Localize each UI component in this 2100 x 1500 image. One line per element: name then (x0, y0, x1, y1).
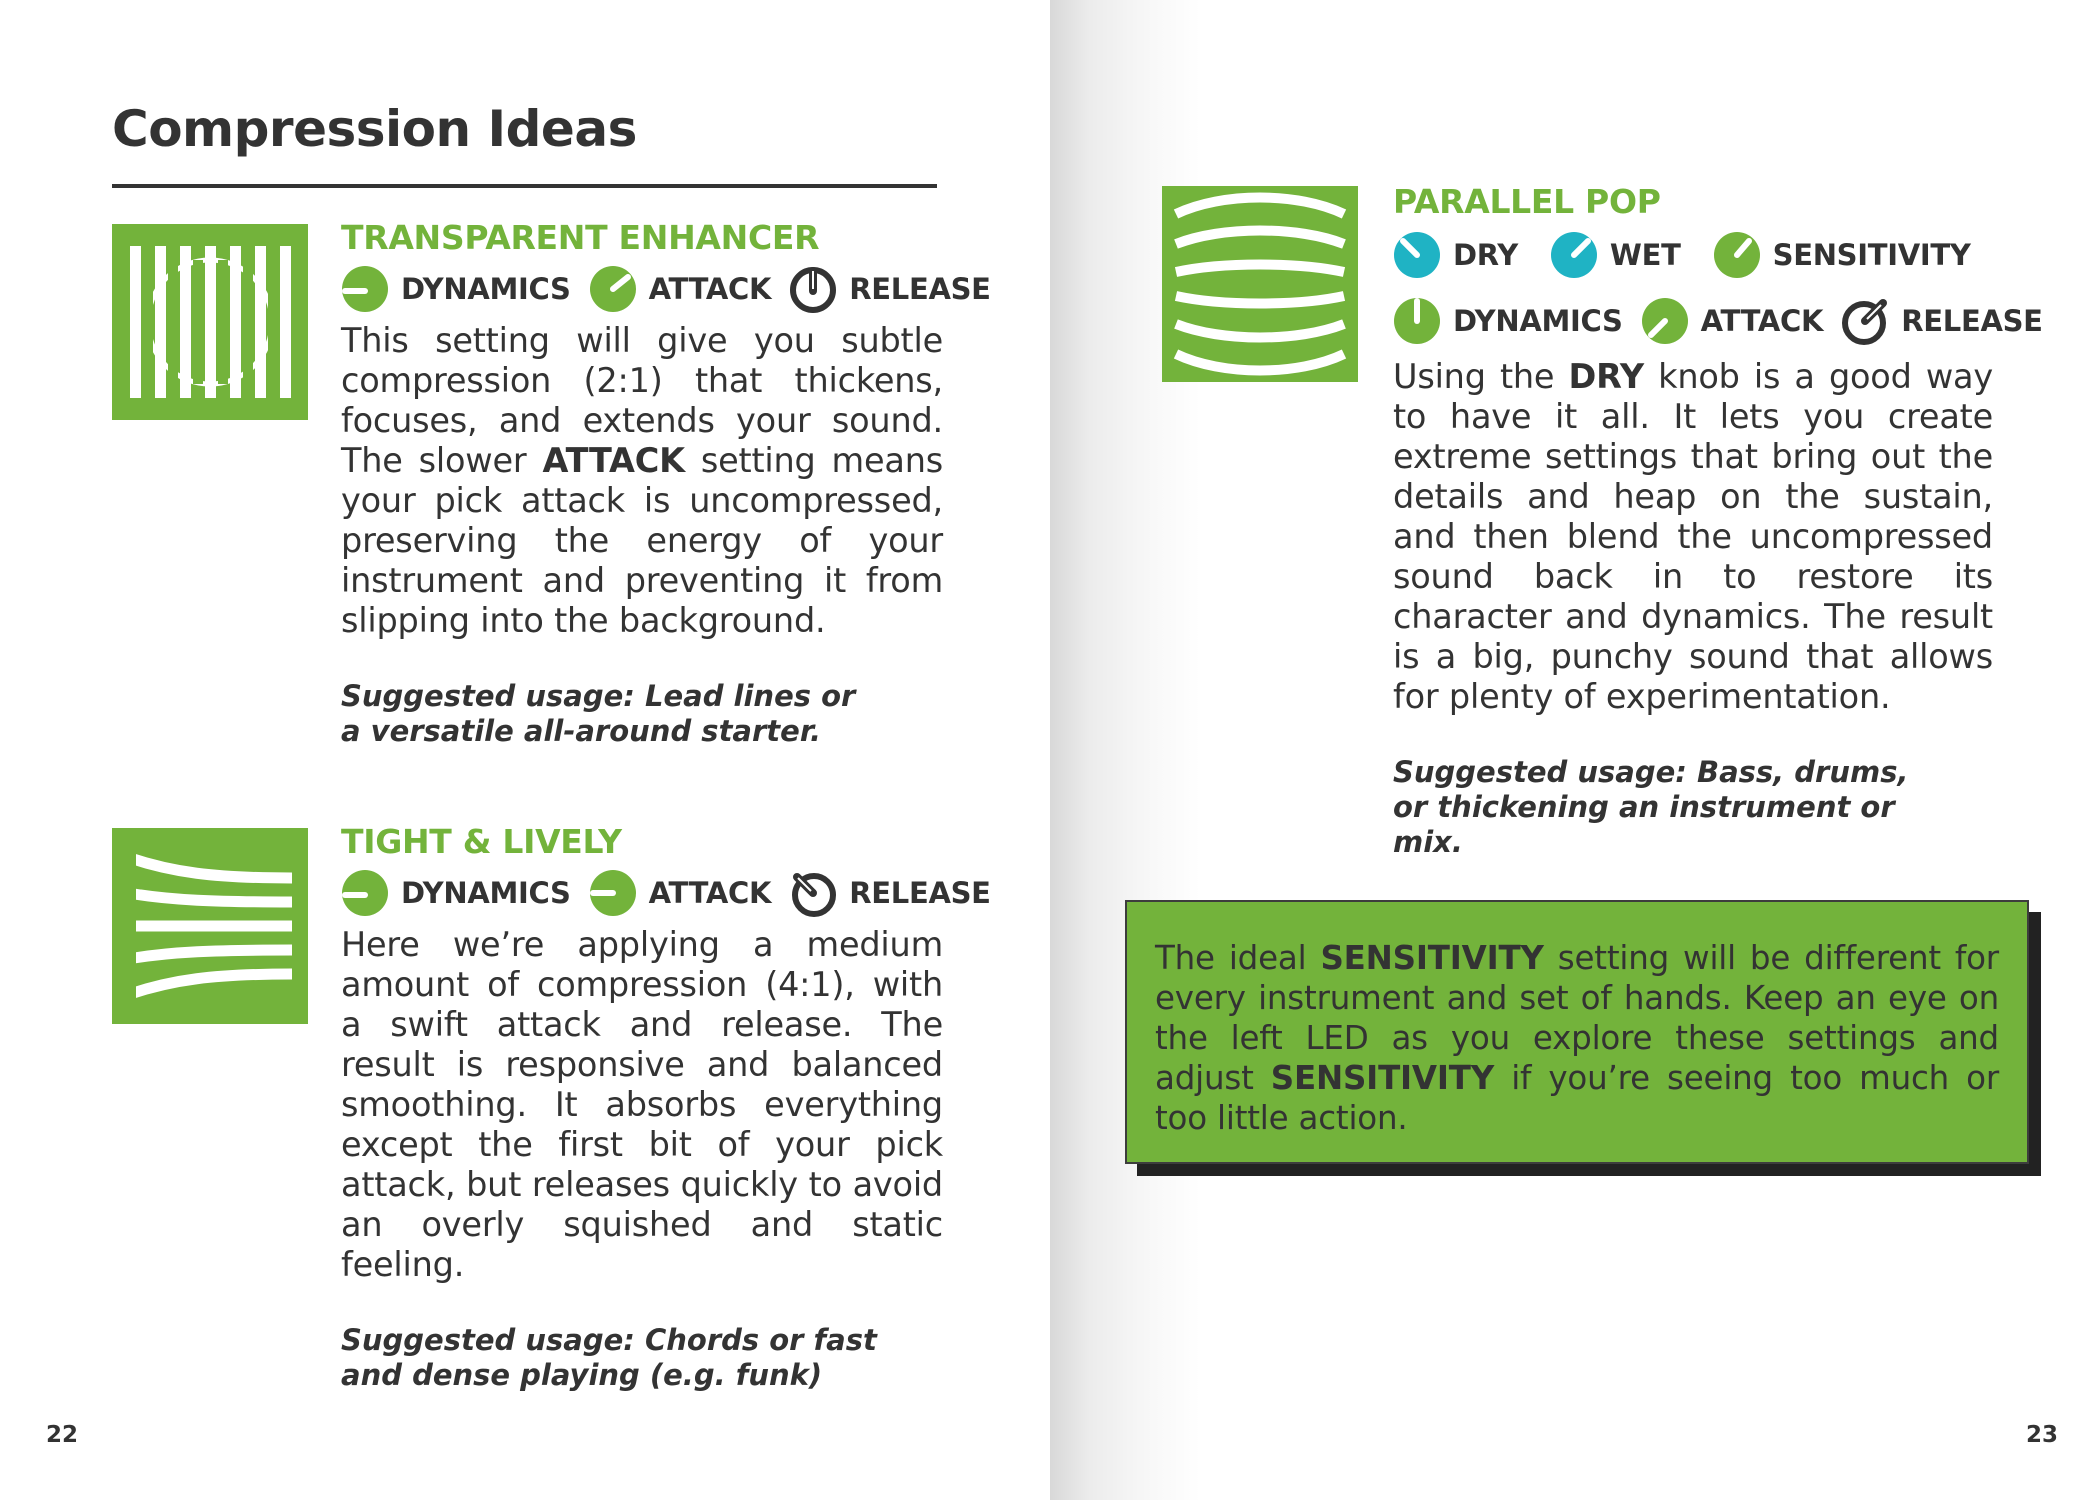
section-parallel-pop (1393, 182, 2043, 860)
suggested-usage: Suggested usage: Chords or fast and dense playing (e.g. funk) (341, 1323, 877, 1392)
section-body: This setting will give you subtle compression (2:1) that thickens, focuses, and extends your sound. The slower ATTACK setting means your pick attack is uncompressed, preserving the energy of your instrument and preventing it from slipping into the background. (341, 321, 943, 640)
suggested-usage: Suggested usage: Bass, drums, or thickening an instrument or mix. (1393, 755, 1909, 859)
section-title: TIGHT & LIVELY (341, 822, 622, 861)
sensitivity-callout (1125, 900, 2029, 1164)
knob-label: DRY (1453, 238, 1518, 272)
tight-and-lively-icon (112, 828, 308, 1024)
section-tight-and-lively (341, 822, 991, 1393)
knob-label: DYNAMICS (401, 876, 571, 910)
knob-icon (341, 869, 389, 917)
section-transparent-enhancer (341, 218, 991, 749)
knob-settings-row (1393, 293, 2043, 349)
knob-setting (1841, 297, 2042, 345)
knob-label: WET (1609, 238, 1681, 272)
section-title: TRANSPARENT ENHANCER (341, 218, 820, 257)
knob-icon (789, 869, 837, 917)
knob-setting (789, 869, 990, 917)
knob-setting (789, 265, 990, 313)
callout-text: The ideal SENSITIVITY setting will be different for every instrument and set of hands. Keep an eye on the left LED as you explore these settings and adjust SENSITIVITY if you’re seeing too much or too little action. (1155, 939, 1999, 1137)
section-title: PARALLEL POP (1393, 182, 1661, 221)
knob-label: SENSITIVITY (1772, 238, 1971, 272)
knob-label: ATTACK (1700, 304, 1824, 338)
page-number: 23 (2026, 1422, 2059, 1448)
knob-setting (1641, 297, 1824, 345)
knob-icon (1713, 231, 1761, 279)
transparent-enhancer-icon (112, 224, 308, 420)
suggested-usage: Suggested usage: Lead lines or a versatile all-around starter. (341, 679, 856, 748)
knob-icon (1393, 297, 1441, 345)
knob-settings-row (1393, 227, 1993, 283)
knob-label: ATTACK (648, 876, 772, 910)
knob-setting (589, 265, 772, 313)
knob-label: DYNAMICS (1453, 304, 1623, 338)
knob-label: DYNAMICS (401, 272, 571, 306)
knob-icon (1841, 297, 1889, 345)
knob-label: RELEASE (849, 876, 991, 910)
title-divider (112, 184, 937, 188)
knob-icon (789, 265, 837, 313)
knob-label: RELEASE (849, 272, 991, 306)
knob-label: ATTACK (648, 272, 772, 306)
section-body: Here we’re applying a medium amount of compression (4:1), with a swift attack and release. The result is responsive and balanced smoothing. It absorbs everything except the first bit of your pick attack, but releases quickly to avoid an overly squished and static feeling. (341, 925, 943, 1284)
knob-settings-row (341, 865, 991, 921)
knob-setting (341, 869, 571, 917)
knob-setting (1393, 297, 1623, 345)
knob-icon (1393, 231, 1441, 279)
knob-settings-row (341, 261, 991, 317)
section-body: Using the DRY knob is a good way to have it all. It lets you create extreme settings that bring out the details and heap on the sustain, and then blend the uncompressed sound back in to restore its character and dynamics. The result is a big, punchy sound that allows for plenty of experimentation. (1393, 357, 1993, 716)
page-number: 22 (46, 1422, 79, 1448)
knob-setting (1550, 231, 1681, 279)
knob-setting (589, 869, 772, 917)
knob-setting (1713, 231, 1971, 279)
knob-label: RELEASE (1901, 304, 2043, 338)
knob-icon (341, 265, 389, 313)
page-title: Compression Ideas (112, 100, 637, 158)
parallel-pop-icon (1162, 186, 1358, 382)
knob-setting (1393, 231, 1518, 279)
knob-setting (341, 265, 571, 313)
knob-icon (1550, 231, 1598, 279)
knob-icon (1641, 297, 1689, 345)
knob-icon (589, 869, 637, 917)
knob-icon (589, 265, 637, 313)
